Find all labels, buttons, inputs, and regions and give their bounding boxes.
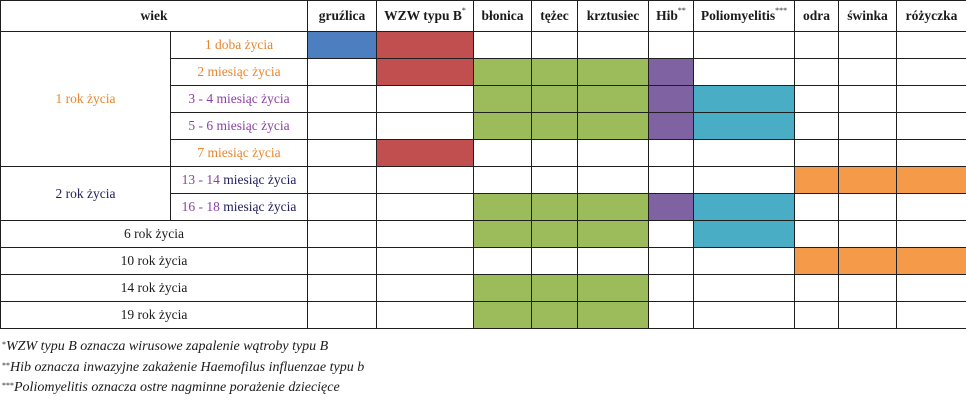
vaccine-label: różyczka — [905, 8, 958, 23]
vaccination-cell-green — [474, 59, 532, 86]
vaccination-cell-green — [532, 113, 578, 140]
subperiod-text: miesiąc życia — [223, 199, 297, 214]
age-group-label: 2 rok życia — [1, 167, 171, 221]
table-row — [1, 32, 966, 59]
empty-cell — [532, 248, 578, 275]
empty-cell — [532, 32, 578, 59]
footnote — [2, 378, 364, 399]
empty-cell — [795, 32, 839, 59]
vaccination-cell-green — [532, 302, 578, 329]
vaccine-header — [377, 1, 474, 32]
vaccination-cell-cyan — [694, 194, 795, 221]
vaccination-cell-green — [474, 302, 532, 329]
footnotes — [2, 337, 364, 399]
vaccine-label: świnka — [847, 8, 888, 23]
empty-cell — [897, 113, 966, 140]
vaccination-cell-green — [578, 302, 649, 329]
table-row — [1, 221, 966, 248]
empty-cell — [578, 32, 649, 59]
vaccination-cell-green — [532, 221, 578, 248]
footnote-mark: *** — [2, 381, 14, 390]
empty-cell — [795, 59, 839, 86]
empty-cell — [377, 248, 474, 275]
empty-cell — [308, 167, 377, 194]
empty-cell — [649, 32, 694, 59]
vaccination-cell-orange — [795, 248, 839, 275]
empty-cell — [649, 167, 694, 194]
age-header: wiek — [1, 1, 308, 32]
empty-cell — [532, 167, 578, 194]
vaccination-cell-purple — [649, 86, 694, 113]
empty-cell — [308, 248, 377, 275]
empty-cell — [795, 194, 839, 221]
vaccine-header — [308, 1, 377, 32]
empty-cell — [897, 194, 966, 221]
footnote-mark: ** — [2, 360, 10, 370]
vaccine-label: błonica — [481, 8, 524, 23]
empty-cell — [649, 302, 694, 329]
empty-cell — [897, 140, 966, 167]
empty-cell — [649, 275, 694, 302]
empty-cell — [377, 302, 474, 329]
empty-cell — [795, 113, 839, 140]
empty-cell — [377, 113, 474, 140]
age-label: 6 rok życia — [1, 221, 308, 248]
table-row — [1, 302, 966, 329]
age-subperiod — [171, 167, 308, 194]
empty-cell — [897, 302, 966, 329]
subperiod-text: 7 miesiąc życia — [197, 145, 281, 160]
vaccination-cell-purple — [649, 59, 694, 86]
empty-cell — [795, 221, 839, 248]
vaccination-cell-green — [474, 275, 532, 302]
footnote-text: Poliomyelitis oznacza ostre nagminne porażenie dziecięce — [14, 380, 340, 395]
empty-cell — [839, 59, 897, 86]
footnote-mark: * — [461, 6, 466, 15]
header-row — [1, 1, 966, 32]
empty-cell — [897, 86, 966, 113]
empty-cell — [649, 248, 694, 275]
subperiod-text: 2 miesiąc życia — [197, 64, 281, 79]
empty-cell — [839, 140, 897, 167]
footnote-mark: *** — [775, 6, 788, 15]
vaccination-cell-blue — [308, 32, 377, 59]
vaccination-cell-orange — [839, 167, 897, 194]
age-label: 19 rok życia — [1, 302, 308, 329]
vaccine-header — [839, 1, 897, 32]
vaccination-cell-green — [578, 275, 649, 302]
empty-cell — [308, 86, 377, 113]
subperiod-text: 3 - 4 miesiąc życia — [188, 91, 290, 106]
vaccination-cell-green — [578, 86, 649, 113]
empty-cell — [795, 86, 839, 113]
empty-cell — [377, 194, 474, 221]
vaccination-cell-orange — [795, 167, 839, 194]
vaccination-cell-green — [532, 194, 578, 221]
empty-cell — [694, 140, 795, 167]
footnote — [2, 337, 364, 358]
empty-cell — [839, 113, 897, 140]
empty-cell — [377, 167, 474, 194]
vaccination-cell-orange — [839, 248, 897, 275]
age-subperiod — [171, 59, 308, 86]
empty-cell — [308, 221, 377, 248]
vaccine-header — [578, 1, 649, 32]
vaccine-header — [649, 1, 694, 32]
vaccination-cell-cyan — [694, 86, 795, 113]
table-row — [1, 248, 966, 275]
empty-cell — [474, 140, 532, 167]
age-label: 14 rok życia — [1, 275, 308, 302]
vaccination-cell-green — [578, 113, 649, 140]
empty-cell — [897, 221, 966, 248]
empty-cell — [474, 32, 532, 59]
empty-cell — [377, 275, 474, 302]
empty-cell — [839, 275, 897, 302]
vaccination-cell-red — [377, 32, 474, 59]
table-row — [1, 167, 966, 194]
vaccine-label: Hib — [656, 8, 678, 23]
empty-cell — [839, 302, 897, 329]
empty-cell — [532, 140, 578, 167]
vaccination-cell-red — [377, 59, 474, 86]
empty-cell — [578, 167, 649, 194]
empty-cell — [839, 194, 897, 221]
vaccine-header — [897, 1, 966, 32]
vaccination-cell-green — [578, 221, 649, 248]
vaccination-cell-orange — [897, 167, 966, 194]
vaccination-cell-green — [474, 86, 532, 113]
empty-cell — [308, 113, 377, 140]
empty-cell — [897, 275, 966, 302]
vaccination-cell-green — [578, 194, 649, 221]
vaccine-label: odra — [803, 8, 830, 23]
vaccine-label: Poliomyelitis — [700, 8, 776, 23]
footnote-text: WZW typu B oznacza wirusowe zapalenie wątroby typu B — [6, 339, 329, 354]
empty-cell — [308, 140, 377, 167]
vaccine-header — [474, 1, 532, 32]
footnote-text: Hib oznacza inwazyjne zakażenie Haemofilus influenzae typu b — [10, 359, 365, 375]
vaccine-header — [532, 1, 578, 32]
empty-cell — [795, 302, 839, 329]
vaccination-cell-cyan — [694, 221, 795, 248]
empty-cell — [795, 275, 839, 302]
empty-cell — [649, 140, 694, 167]
footnote — [2, 358, 364, 379]
empty-cell — [377, 86, 474, 113]
empty-cell — [897, 59, 966, 86]
vaccination-cell-green — [532, 275, 578, 302]
empty-cell — [578, 140, 649, 167]
empty-cell — [694, 275, 795, 302]
schedule-body — [1, 32, 966, 329]
subperiod-text: 5 - 6 miesiąc życia — [188, 118, 290, 133]
vaccination-cell-orange — [897, 248, 966, 275]
vaccination-cell-green — [532, 59, 578, 86]
age-group-label: 1 rok życia — [1, 32, 171, 167]
age-subperiod — [171, 194, 308, 221]
empty-cell — [839, 32, 897, 59]
empty-cell — [694, 167, 795, 194]
empty-cell — [474, 248, 532, 275]
empty-cell — [578, 248, 649, 275]
subperiod-text: 13 - 14 — [181, 172, 224, 187]
vaccine-label: tężec — [540, 8, 569, 23]
vaccination-cell-green — [532, 86, 578, 113]
age-subperiod — [171, 113, 308, 140]
age-subperiod — [171, 32, 308, 59]
vaccination-cell-purple — [649, 113, 694, 140]
empty-cell — [839, 221, 897, 248]
vaccine-header — [694, 1, 795, 32]
empty-cell — [308, 302, 377, 329]
empty-cell — [839, 86, 897, 113]
vaccine-header — [795, 1, 839, 32]
empty-cell — [694, 302, 795, 329]
vaccination-cell-green — [578, 59, 649, 86]
vaccination-cell-green — [474, 221, 532, 248]
footnote-mark: ** — [677, 6, 686, 15]
empty-cell — [897, 32, 966, 59]
vaccine-label: krztusiec — [586, 8, 640, 23]
empty-cell — [694, 248, 795, 275]
subperiod-text: 16 - 18 — [181, 199, 224, 214]
table-row — [1, 275, 966, 302]
vaccination-cell-cyan — [694, 113, 795, 140]
empty-cell — [694, 59, 795, 86]
vaccination-cell-green — [474, 113, 532, 140]
empty-cell — [649, 221, 694, 248]
empty-cell — [308, 59, 377, 86]
footnote-mark: * — [2, 340, 6, 349]
empty-cell — [474, 167, 532, 194]
vaccine-label: gruźlica — [318, 8, 366, 23]
empty-cell — [795, 140, 839, 167]
empty-cell — [308, 194, 377, 221]
subperiod-text: 1 doba życia — [204, 37, 274, 52]
empty-cell — [308, 275, 377, 302]
age-label: 10 rok życia — [1, 248, 308, 275]
age-subperiod — [171, 140, 308, 167]
vaccination-cell-green — [474, 194, 532, 221]
subperiod-text: miesiąc życia — [223, 172, 297, 187]
vaccination-cell-purple — [649, 194, 694, 221]
vaccination-cell-red — [377, 140, 474, 167]
age-subperiod — [171, 86, 308, 113]
empty-cell — [694, 32, 795, 59]
empty-cell — [377, 221, 474, 248]
vaccine-label: WZW typu B — [384, 8, 462, 23]
